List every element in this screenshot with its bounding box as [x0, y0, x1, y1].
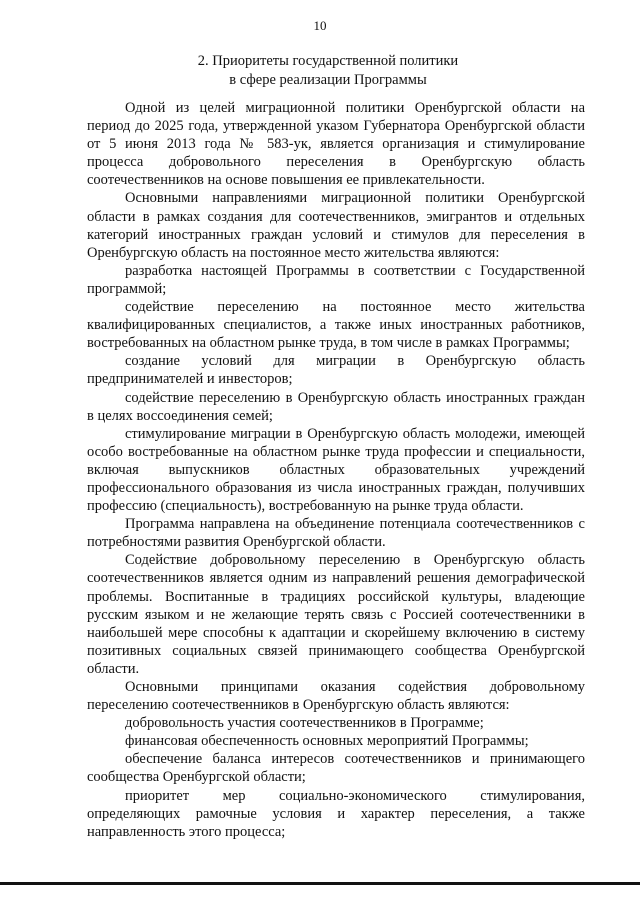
list-item: содействие переселению на постоянное место жительства квалифицированных специалистов, а также иных иностранных работников, востребованных на областном рынке труда, в том числе в рамках Программы;	[87, 299, 585, 352]
paragraph: Программа направлена на объединение потенциала соотечественников с потребностями развития Оренбургской области.	[87, 516, 585, 551]
list-item: разработка настоящей Программы в соответствии с Государственной программой;	[87, 262, 585, 297]
paragraph: Одной из целей миграционной политики Оренбургской области на период до 2025 года, утвержденной указом Губернатора Оренбургской области от 5 июня 2013 года № 583-ук, является организация и стимулирование процесса добровольного переселения в Оренбургскую область соотечественников на основе повышения ее привлекательности.	[87, 100, 585, 189]
list-item: финансовая обеспеченность основных мероприятий Программы;	[125, 733, 529, 750]
list-item: обеспечение баланса интересов соотечественников и принимающего сообщества Оренбургской области;	[87, 751, 585, 786]
section-heading	[80, 52, 576, 90]
list-item: приоритет мер социально-экономического стимулирования, определяющих рамочные условия и характер переселения, а также направленность этого процесса;	[87, 787, 585, 840]
section-heading-line-1: 2. Приоритеты государственной политики	[197, 53, 459, 69]
list-item: добровольность участия соотечественников в Программе;	[125, 715, 484, 732]
scan-bottom-border	[0, 882, 640, 885]
list-item: создание условий для миграции в Оренбургскую область предпринимателей и инвесторов;	[87, 353, 585, 388]
section-heading-line-2: в сфере реализации Программы	[229, 72, 427, 88]
list-item: стимулирование миграции в Оренбургскую область молодежи, имеющей особо востребованные на областном рынке труда профессии и специальности, включая выпускников областных образовательных учреждений профессионального образования из числа иностранных граждан, получивших профессию (специальность), востребованную на рынке труда области.	[87, 425, 585, 515]
paragraph: Основными направлениями миграционной политики Оренбургской области в рамках создания для соотечественников, эмигрантов и отдельных категорий иностранных граждан условий и стимулов для переселения в Оренбургскую область на постоянное место жительства являются:	[87, 190, 585, 261]
list-item: содействие переселению в Оренбургскую область иностранных граждан в целях воссоединения семей;	[87, 389, 585, 424]
page-number: 10	[313, 18, 327, 33]
paragraph: Содействие добровольному переселению в Оренбургскую область соотечественников является одним из направлений решения демографической проблемы. Воспитанные в традициях российской культуры, владеющие русским языком и не желающие терять связь с Россией соотечественники в наибольшей мере способны к адаптации и скорейшему включению в систему позитивных социальных связей принимающего сообщества Оренбургской области.	[87, 552, 585, 677]
paragraph: Основными принципами оказания содействия добровольному переселению соотечественников в Оренбургскую область являются:	[87, 679, 585, 714]
document-body	[87, 99, 585, 841]
